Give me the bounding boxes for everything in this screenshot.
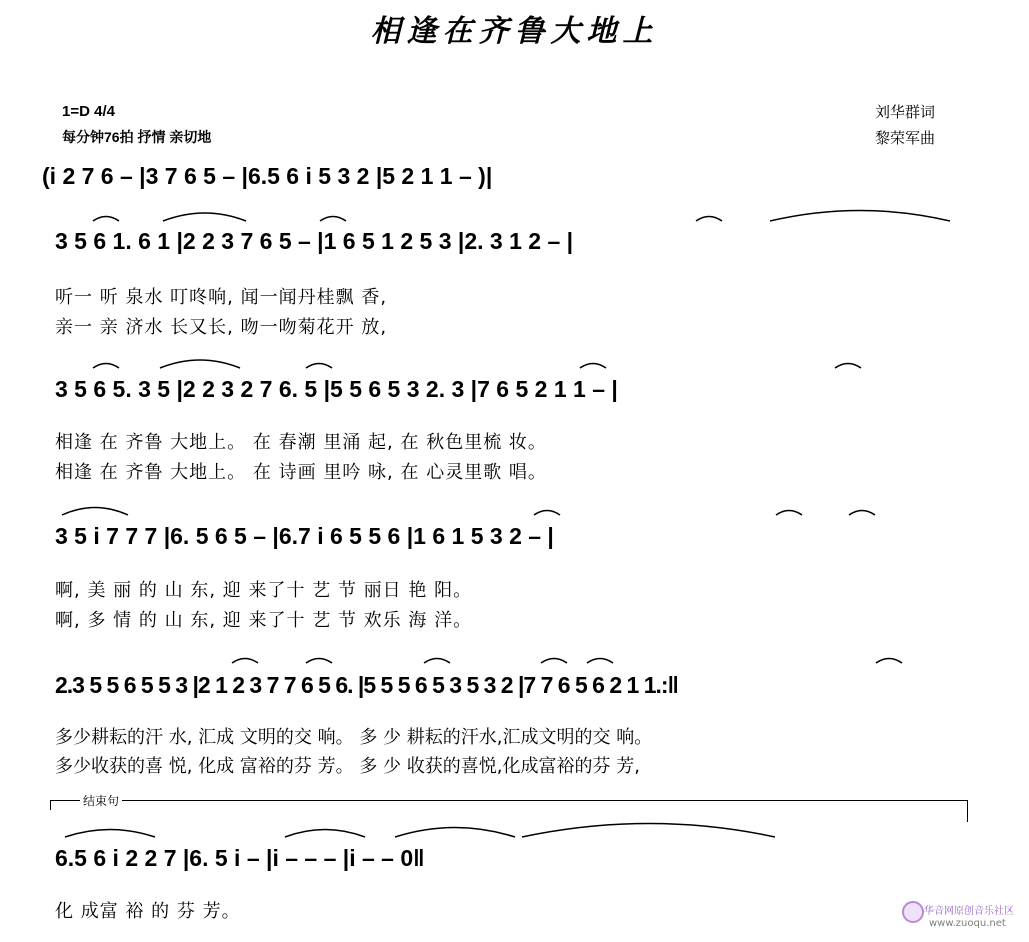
- slur: [306, 659, 332, 664]
- music-line-3: 3 5 6 5. 3 5 |2 2 3 2 7 6. 5 |5 5 6 5 3 2. 3 |7 6 5 2 1 1 – |: [55, 376, 618, 402]
- watermark-text: 华音网原创音乐社区: [924, 906, 1014, 917]
- tempo-expression: 每分钟76拍 抒情 亲切地: [62, 129, 212, 145]
- ending-label: 结束句: [80, 792, 122, 809]
- slur: [876, 659, 902, 664]
- slur: [424, 659, 450, 664]
- slur: [320, 217, 346, 222]
- lyric-line-5-verse-2: 多少收获的喜 悦, 化成 富裕的芬 芳。 多 少 收获的喜悦,化成富裕的芬 芳,: [55, 756, 640, 777]
- slur: [541, 659, 567, 664]
- slur: [232, 659, 258, 664]
- slur: [587, 659, 613, 664]
- slur: [696, 217, 722, 222]
- key-meter: 1=D 4/4: [62, 103, 115, 120]
- music-line-1: (i 2 7 6 – |3 7 6 5 – |6.5 6 i 5 3 2 |5 2 1 1 – )|: [42, 163, 493, 189]
- lyric-line-6: 化 成富 裕 的 芬 芳。: [55, 901, 241, 922]
- lyric-line-2-verse-1: 听一 听 泉水 叮咚响, 闻一闻丹桂飘 香,: [55, 287, 388, 308]
- lyric-line-3-verse-1: 相逢 在 齐鲁 大地上。 在 春潮 里涌 起, 在 秋色里梳 妆。: [55, 432, 547, 453]
- music-line-5: 2.3 5 5 6 5 5 3 |2 1 2 3 7 7 6 5 6. |5 5 5 6 5 3 5 3 2 |7 7 6 5 6 2 1 1.:‖: [55, 672, 678, 698]
- slur: [835, 364, 861, 369]
- music-line-6: 6.5 6 i 2 2 7 |6. 5 i – |i – – – |i – – 0‖: [55, 845, 425, 871]
- slur: [93, 217, 119, 222]
- song-title: 相逢在齐鲁大地上: [370, 14, 659, 49]
- lyricist: 刘华群词: [875, 103, 936, 121]
- slur: [160, 360, 240, 368]
- slur: [93, 364, 119, 369]
- slur: [395, 828, 515, 838]
- watermark-url: www.zuoqu.net: [929, 918, 1006, 929]
- slur: [65, 830, 155, 838]
- slur: [62, 508, 128, 516]
- lyric-line-5-verse-1: 多少耕耘的汗 水, 汇成 文明的交 响。 多 少 耕耘的汗水,汇成文明的交 响。: [55, 727, 653, 748]
- slur: [163, 213, 246, 221]
- slur: [306, 364, 332, 369]
- lyric-line-2-verse-2: 亲一 亲 济水 长又长, 吻一吻菊花开 放,: [55, 317, 388, 338]
- watermark-logo-icon: [902, 901, 924, 923]
- music-line-4: 3 5 i 7 7 7 |6. 5 6 5 – |6.7 i 6 5 5 6 |1 6 1 5 3 2 – |: [55, 523, 554, 549]
- lyric-line-3-verse-2: 相逢 在 齐鲁 大地上。 在 诗画 里吟 咏, 在 心灵里歌 唱。: [55, 462, 547, 483]
- slur: [776, 511, 802, 516]
- slur: [770, 211, 950, 222]
- music-line-2: 3 5 6 1. 6 1 |2 2 3 7 6 5 – |1 6 5 1 2 5 3 |2. 3 1 2 – |: [55, 228, 574, 254]
- slur: [285, 830, 365, 838]
- slur: [580, 364, 606, 369]
- slur: [522, 824, 775, 838]
- slur: [849, 511, 875, 516]
- lyric-line-4-verse-2: 啊, 多 情 的 山 东, 迎 来了十 艺 节 欢乐 海 洋。: [55, 610, 473, 631]
- lyric-line-4-verse-1: 啊, 美 丽 的 山 东, 迎 来了十 艺 节 丽日 艳 阳。: [55, 580, 473, 601]
- composer: 黎荣军曲: [875, 129, 936, 147]
- slur: [534, 511, 560, 516]
